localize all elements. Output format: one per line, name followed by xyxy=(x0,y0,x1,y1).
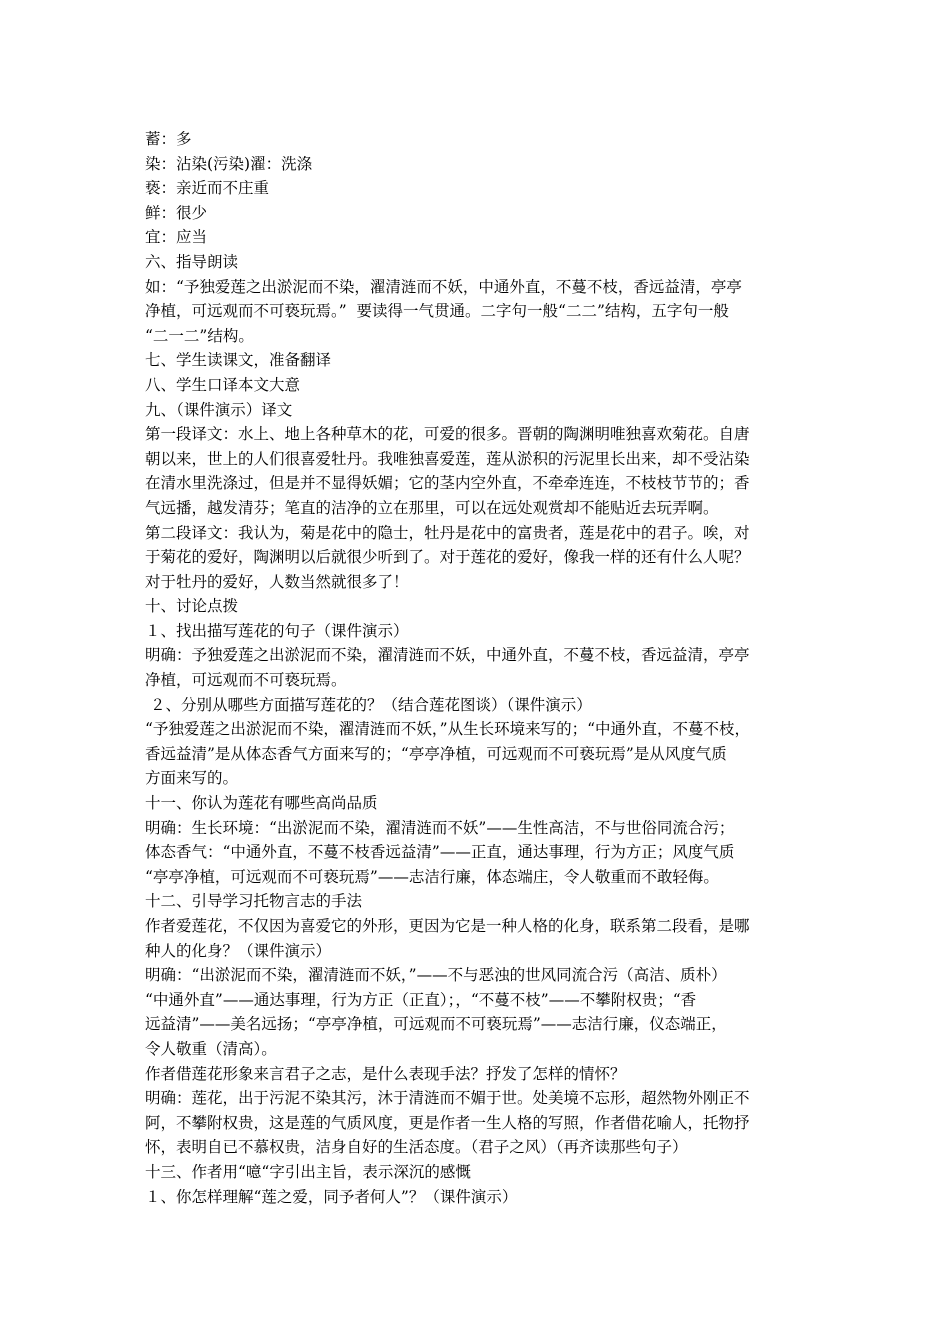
text-line: 十三、作者用“噫“字引出主旨，表示深沉的感慨 xyxy=(145,1162,471,1181)
text-line: 第二段译文：我认为，菊是花中的隐士，牡丹是花中的富贵者，莲是花中的君子。唉，对 xyxy=(145,523,750,542)
text-line: 对于牡丹的爱好，人数当然就很多了！ xyxy=(145,572,409,591)
text-line: 宜：应当 xyxy=(145,228,208,247)
text-line: “亭亭净植，可远观而不可亵玩焉”——志洁行廉，体态端庄，令人敬重而不敢轻侮。 xyxy=(145,867,719,886)
text-line: 明确：生长环境：“出淤泥而不染，濯清涟而不妖”——生性高洁，不与世俗同流合污； xyxy=(145,818,735,837)
text-line: 明确：莲花，出于污泥不染其污，沐于清涟而不媚于世。处美境不忘形，超然物外刚正不 xyxy=(145,1089,750,1108)
text-line: 阿，不攀附权贵，这是莲的气质风度，更是作者一生人格的写照，作者借花喻人，托物抒 xyxy=(145,1113,750,1132)
text-line: “予独爱莲之出淤泥而不染，濯清涟而不妖，”从生长环境来写的；“中通外直，不蔓不枝， xyxy=(145,720,751,739)
text-line: 如：“予独爱莲之出淤泥而不染，濯清涟而不妖，中通外直，不蔓不枝，香远益清，亭亭 xyxy=(145,277,742,296)
text-line: １、找出描写莲花的句子（课件演示） xyxy=(145,621,409,640)
text-line: 亵：亲近而不庄重 xyxy=(145,179,270,198)
text-line: 净植，可远观而不可亵玩焉。” 要读得一气贯通。二字句一般“二二”结构，五字句一般 xyxy=(145,302,729,321)
text-line: 朝以来，世上的人们很喜爱牡丹。我唯独喜爱莲，莲从淤积的污泥里长出来，却不受沾染 xyxy=(145,449,750,468)
text-line: 气远播，越发清芬；笔直的洁净的立在那里，可以在远处观赏却不能贴近去玩弄啊。 xyxy=(145,498,719,517)
text-line: 十、讨论点拨 xyxy=(145,597,239,616)
text-line: 第一段译文：水上、地上各种草木的花，可爱的很多。晋朝的陶渊明唯独喜欢菊花。自唐 xyxy=(145,425,750,444)
text-line: “中通外直”——通达事理，行为方正（正直）；，“不蔓不枝”——不攀附权贵；“香 xyxy=(145,990,697,1009)
text-line: 明确：予独爱莲之出淤泥而不染，濯清涟而不妖，中通外直，不蔓不枝，香远益清，亭亭 xyxy=(145,646,750,665)
text-line: 十一、你认为莲花有哪些高尚品质 xyxy=(145,794,378,813)
text-line: 八、学生口译本文大意 xyxy=(145,375,301,394)
text-line: 作者借莲花形象来言君子之志，是什么表现手法？抒发了怎样的情怀？ xyxy=(145,1064,626,1083)
text-line: 明确：“出淤泥而不染，濯清涟而不妖，”——不与恶浊的世风同流合污（高洁、质朴） xyxy=(145,966,727,985)
text-line: 于菊花的爱好，陶渊明以后就很少听到了。对于莲花的爱好，像我一样的还有什么人呢？ xyxy=(145,548,750,567)
text-line: 在清水里洗涤过，但是并不显得妖媚；它的茎内空外直，不牵牵连连，不枝枝节节的；香 xyxy=(145,474,750,493)
text-line: 染：沾染(污染)濯：洗涤 xyxy=(145,154,313,173)
text-line: ２、分别从哪些方面描写莲花的？（结合莲花图谈）（课件演示） xyxy=(145,695,592,714)
text-line: 七、学生读课文，准备翻译 xyxy=(145,351,332,370)
document-body xyxy=(145,127,815,1209)
text-line: 令人敬重（清高）。 xyxy=(145,1039,277,1058)
text-line: 怀，表明自已不慕权贵，洁身自好的生活态度。（君子之风）（再齐读那些句子） xyxy=(145,1138,688,1157)
text-line: 远益清”——美名远扬；“亭亭净植，可远观而不可亵玩焉”——志洁行廉，仪态端正， xyxy=(145,1015,727,1034)
text-line: 十二、引导学习托物言志的手法 xyxy=(145,892,363,911)
text-line: 九、（课件演示）译文 xyxy=(145,400,293,419)
text-line: 香远益清”是从体态香气方面来写的；“亭亭净植，可远观而不可亵玩焉”是从风度气质 xyxy=(145,744,727,763)
text-line: 蓄：多 xyxy=(145,130,192,148)
text-line: 鲜：很少 xyxy=(145,203,208,222)
text-line: 作者爱莲花，不仅因为喜爱它的外形，更因为它是一种人格的化身，联系第二段看，是哪 xyxy=(145,917,750,935)
text-line: “二一二”结构。 xyxy=(145,326,254,345)
text-line: 六、指导朗读 xyxy=(145,252,239,271)
text-line: 体态香气：“中通外直，不蔓不枝香远益清”——正直，通达事理，行为方正；风度气质 xyxy=(145,843,735,862)
text-line: 净植，可远观而不可亵玩焉。 xyxy=(145,671,347,690)
text-line: １、你怎样理解“莲之爱，同予者何人”？（课件演示） xyxy=(145,1187,518,1206)
text-line: 种人的化身？（课件演示） xyxy=(145,941,332,960)
text-line: 方面来写的。 xyxy=(145,769,239,788)
